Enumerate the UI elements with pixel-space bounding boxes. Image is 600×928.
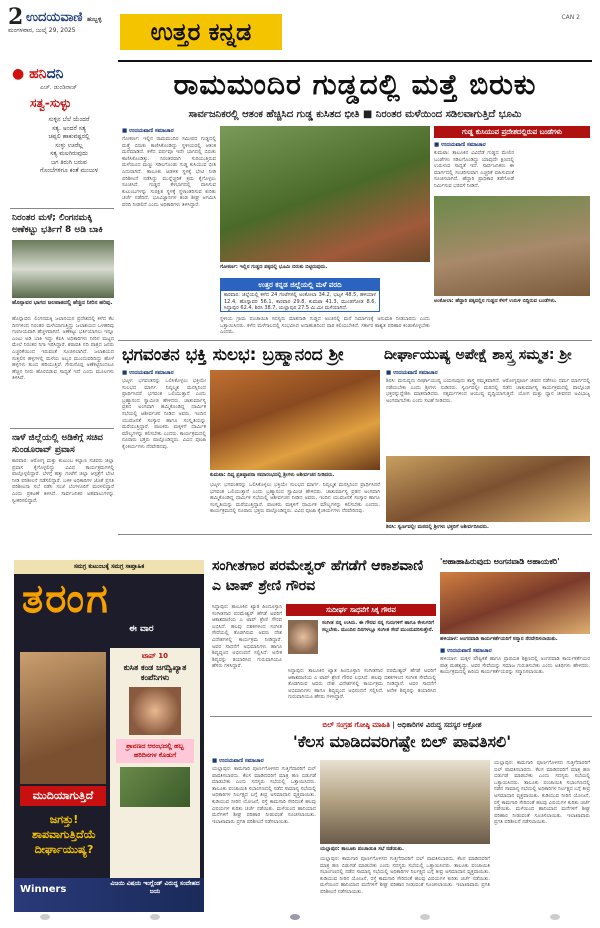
page-number: 2: [8, 4, 24, 30]
story6-body-right: ಯಲ್ಲಾಪುರ: ಕಾಮಗಾರಿ ಪೂರ್ಣಗೊಳಿಸದ ಗುತ್ತಿಗೆದಾರರಿಗೆ ಬಿಲ್ ಪಾವತಿಸಬಾರದು. ಕೆಲಸ ಮಾಡಿದವರಿಗೆ ಮಾತ್ರ ಹಣ ಬಿಡುಗಡೆ ಮಾಡಬೇಕು ಎಂದು ಸದಸ್ಯರು ಸಭೆಯಲ್ಲಿ ಒತ್ತಾಯಿಸಿದರು. ತಾಲೂಕು ಪಂಚಾಯಿತಿ ಸಭಾಂಗಣದಲ್ಲಿ ನಡೆದ ಸಾಮಾನ್ಯ ಸಭೆಯಲ್ಲಿ ಅಧಿಕಾರಿಗಳ ನಿರ್ಲಕ್ಷ್ಯದ ಬಗ್ಗೆ ತೀವ್ರ ಅಸಮಾಧಾನ ವ್ಯಕ್ತವಾಯಿತು. ಕುಡಿಯುವ ನೀರಿನ ಯೋಜನೆ, ರಸ್ತೆ ಕಾಮಗಾರಿ ಸೇರಿದಂತೆ ಹಲವು ವಿಷಯಗಳ ಕುರಿತು ಚರ್ಚೆ ನಡೆಯಿತು. ಮಳೆಯಿಂದ ಹಾನಿಯಾದ ಮನೆಗಳಿಗೆ ಶೀಘ್ರ ಪರಿಹಾರ ನೀಡುವಂತೆ ಸೂಚಿಸಲಾಯಿತು. ಇಲಾಖಾವಾರು ಪ್ರಗತಿ ಪರಿಶೀಲನೆ ನಡೆಸಲಾಯಿತು.: [494, 760, 590, 826]
landslide-photo: [220, 126, 430, 262]
left-story-body: ಹೊನ್ನಾವರ: ಲಿಂಗನಮಕ್ಕಿ ಜಲಾನಯನ ಪ್ರದೇಶದಲ್ಲಿ ಕಳೆದ ಕೆಲ ದಿನಗಳಿಂದ ನಿರಂತರ ಮಳೆಯಾಗುತ್ತಿದ್ದು ಜಲಾಶಯದ ಒಳಹರಿವು ಗಣನೀಯವಾಗಿ ಹೆಚ್ಚಳವಾಗಿದೆ. ಅಣೆಕಟ್ಟು ಭರ್ತಿಯಾಗಲು ಇನ್ನೂ ಎಂಟು ಅಡಿ ಬಾಕಿ ಇದ್ದು ಕೆಪಿಸಿ ಅಧಿಕಾರಿಗಳು ನೀರಿನ ಮಟ್ಟದ ಮೇಲೆ ನಿರಂತರ ನಿಗಾ ಇರಿಸಿದ್ದಾರೆ. ಶರಾವತಿ ನದಿ ಪಾತ್ರದ ಜನರು ಎಚ್ಚರಿಕೆಯಿಂದ ಇರುವಂತೆ ಸೂಚಿಸಲಾಗಿದೆ. ಜಲಾಶಯದ ಸುತ್ತಲಿನ ಹಳ್ಳಿಗಳಲ್ಲಿ ಮಳೆಯ ಅಬ್ಬರ ಮುಂದುವರಿದಿದ್ದು ಹೊಳೆ ಹಳ್ಳಗಳು ತುಂಬಿ ಹರಿಯುತ್ತಿವೆ. ಗೇರುಸೊಪ್ಪ ಅಣೆಕಟ್ಟಿನಿಂದಲೂ ಹೆಚ್ಚಿನ ನೀರು ಹೊರಬಿಡುವ ಸಾಧ್ಯತೆ ಇದೆ ಎಂದು ಮೂಲಗಳು ತಿಳಿಸಿವೆ.: [12, 316, 114, 382]
cricket-caption: ವಿಜಯಿ ವಿಷಯ ಇಂಗ್ಲೆಂಡ್ ವಿರುದ್ಧ ಸಂದೇಹದ ಜಯ: [110, 880, 200, 895]
story6-byline: ■ ಉದಯವಾಣಿ ಸಮಾಚಾರ: [212, 758, 264, 764]
left-story2-body: ಕಾರವಾರ: ಆರೋಗ್ಯ ಮತ್ತು ಕುಟುಂಬ ಕಲ್ಯಾಣ ಸಚಿವರು ಜಿಲ್ಲಾ ಪ್ರವಾಸ ಕೈಗೊಳ್ಳಲಿದ್ದು ವಿವಿಧ ಕಾರ್ಯಕ್ರಮಗಳಲ್ಲಿ ಪಾಲ್ಗೊಳ್ಳಲಿದ್ದಾರೆ. ಬೆಳಗ್ಗೆ ಹತ್ತು ಗಂಟೆಗೆ ಜಿಲ್ಲಾ ಆಸ್ಪತ್ರೆಗೆ ಭೇಟಿ ನೀಡಿ ಪರಿಶೀಲನೆ ನಡೆಸಲಿದ್ದಾರೆ. ಬಳಿಕ ಅಧಿಕಾರಿಗಳ ಜೊತೆ ಪ್ರಗತಿ ಪರಿಶೀಲನಾ ಸಭೆ ನಡೆಸಿ ಸಂಜೆ ಬೆಂಗಳೂರಿಗೆ ಮರಳಲಿದ್ದಾರೆ ಎಂದು ಪ್ರಕಟಣೆ ತಿಳಿಸಿದೆ. ಸಾರ್ವಜನಿಕರ ಅಹವಾಲುಗಳನ್ನು ಸ್ವೀಕರಿಸಲಿದ್ದಾರೆ.: [12, 458, 114, 504]
story6-body: ಯಲ್ಲಾಪುರ: ಕಾಮಗಾರಿ ಪೂರ್ಣಗೊಳಿಸದ ಗುತ್ತಿಗೆದಾರರಿಗೆ ಬಿಲ್ ಪಾವತಿಸಬಾರದು. ಕೆಲಸ ಮಾಡಿದವರಿಗೆ ಮಾತ್ರ ಹಣ ಬಿಡುಗಡೆ ಮಾಡಬೇಕು ಎಂದು ಸದಸ್ಯರು ಸಭೆಯಲ್ಲಿ ಒತ್ತಾಯಿಸಿದರು. ತಾಲೂಕು ಪಂಚಾಯಿತಿ ಸಭಾಂಗಣದಲ್ಲಿ ನಡೆದ ಸಾಮಾನ್ಯ ಸಭೆಯಲ್ಲಿ ಅಧಿಕಾರಿಗಳ ನಿರ್ಲಕ್ಷ್ಯದ ಬಗ್ಗೆ ತೀವ್ರ ಅಸಮಾಧಾನ ವ್ಯಕ್ತವಾಯಿತು. ಕುಡಿಯುವ ನೀರಿನ ಯೋಜನೆ, ರಸ್ತೆ ಕಾಮಗಾರಿ ಸೇರಿದಂತೆ ಹಲವು ವಿಷಯಗಳ ಕುರಿತು ಚರ್ಚೆ ನಡೆಯಿತು. ಮಳೆಯಿಂದ ಹಾನಿಯಾದ ಮನೆಗಳಿಗೆ ಶೀಘ್ರ ಪರಿಹಾರ ನೀಡುವಂತೆ ಸೂಚಿಸಲಾಯಿತು. ಇಲಾಖಾವಾರು ಪ್ರಗತಿ ಪರಿಶೀಲನೆ ನಡೆಸಲಾಯಿತು.: [212, 766, 316, 825]
rain-report-text: ಕಾರವಾರ: ಜಿಲ್ಲೆಯಲ್ಲಿ ಕಳೆದ 24 ಗಂಟೆಗಳಲ್ಲಿ ಅಂಕೋಲಾ 34.2, ಭಟ್ಕಳ 48.5, ಹಳಿಯಾಳ 12.4, ಹೊನ್ನಾವರ 56.1, ಕಾರವಾರ 29.8, ಕುಮಟಾ 41.3, ಮುಂಡಗೋಡ 8.6, ಸಿದ್ದಾಪುರ 62.4, ಶಿರಸಿ 38.7, ಯಲ್ಲಾಪುರ 27.5 ಮಿ.ಮೀ ಮಳೆಯಾಗಿದೆ.: [224, 292, 376, 311]
registration-mark: [40, 914, 50, 920]
rocks-caption: ಅಂಕೋಲಾ: ಹೆದ್ದಾರಿ ಪಕ್ಕದಲ್ಲಿನ ಗುಡ್ಡದ ಕೆಳಗೆ ಉರುಳಿ ಬಿದ್ದಿರುವ ಬಂಡೆಗಳು.: [434, 298, 557, 304]
lead-photo-caption: ಗೋಕರ್ಣ: ಇಲ್ಲಿನ ಗುಡ್ಡದ ಪಕ್ಕದಲ್ಲಿ ಭೂಮಿ ಬಿರುಕು ಬಿಟ್ಟಿರುವುದು.: [220, 264, 328, 270]
cover-lines: ಜಗತ್ತು! ಶಾಪವಾಗುತ್ತಿದೆಯೆ ದೀರ್ಘಾಯುಷ್ಯ?: [32, 813, 96, 856]
taranga-tagline: ಸಮಗ್ರ ಕುಟುಂಬಕ್ಕೆ ಸಮಗ್ರ ಸಾಪ್ತಾಹಿಕ: [14, 560, 204, 574]
lead-headline[interactable]: ರಾಮಮಂದಿರ ಗುಡ್ಡದಲ್ಲಿ ಮತ್ತೆ ಬಿರುಕು: [173, 68, 537, 101]
divider: [118, 340, 592, 341]
paper-name[interactable]: ಉದಯವಾಣಿ ಹುಬ್ಬಳ್ಳಿ: [26, 10, 102, 25]
registration-mark: [150, 914, 160, 920]
story4-body: ಸಿದ್ದಾಪುರ: ತಾಲೂಕಿನ ಖ್ಯಾತ ಹಿಂದೂಸ್ತಾನಿ ಸಂಗೀತಗಾರ ಪರಮೇಶ್ವರ್ ಹೆಗಡೆ ಅವರಿಗೆ ಆಕಾಶವಾಣಿಯ ಎ ಟಾಪ್ ಶ್ರೇಣಿ ಗೌರವ ಲಭಿಸಿದೆ. ಹಲವು ದಶಕಗಳಿಂದ ಸಂಗೀತ ಸೇವೆಯಲ್ಲಿ ತೊಡಗಿರುವ ಅವರು ದೇಶ ವಿದೇಶಗಳಲ್ಲಿ ಕಾರ್ಯಕ್ರಮ ನೀಡಿದ್ದಾರೆ. ಅವರ ಸಾಧನೆಗೆ ಅಭಿಮಾನಿಗಳು ಹಾಗೂ ಶಿಷ್ಯವೃಂದ ಅಭಿನಂದನೆ ಸಲ್ಲಿಸಿದೆ. ಅನೇಕ ಶಿಷ್ಯರನ್ನು ತಯಾರಿಸಿದ ಗುರುವಾಗಿಯೂ ಹೆಸರು ಗಳಿಸಿದ್ದಾರೆ.: [212, 604, 282, 670]
masthead: [8, 6, 118, 35]
rocks-byline: ■ ಉದಯವಾಣಿ ಸಮಾಚಾರ: [434, 142, 486, 148]
left-story-headline[interactable]: ನಿರಂತರ ಮಳೆ; ಲಿಂಗನಮಕ್ಕಿ ಅಣೆಕಟ್ಟು ಭರ್ತಿಗೆ 8 ಅಡಿ ಬಾಕಿ: [12, 213, 103, 235]
story5-body: ಹಳಿಯಾಳ: ಮಕ್ಕಳ ಪೌಷ್ಟಿಕತೆ ಹಾಗೂ ಪ್ರಾಥಮಿಕ ಶಿಕ್ಷಣದಲ್ಲಿ ಅಂಗನವಾಡಿ ಕಾರ್ಯಕರ್ತೆಯರ ಪಾತ್ರ ಮಹತ್ವದ್ದು. ಅವರ ಸೇವೆಯನ್ನು ಸಮಾಜ ಗುರುತಿಸಬೇಕು ಎಂದು ಅತಿಥಿಗಳು ಹೇಳಿದರು. ಕಾರ್ಯಕ್ರಮದಲ್ಲಿ ಹಿರಿಯ ಕಾರ್ಯಕರ್ತೆಯರನ್ನು ಸನ್ಮಾನಿಸಲಾಯಿತು.: [440, 656, 590, 676]
story2-body-cont: ಭಟ್ಕಳ: ಭಗವಂತನನ್ನು ಒಲಿಸಿಕೊಳ್ಳಲು ಭಕ್ತಿಯೇ ಸುಲಭದ ಮಾರ್ಗ. ನಿಷ್ಕಲ್ಮಶ ಮನಸ್ಸಿನಿಂದ ಪ್ರಾರ್ಥಿಸಿದರೆ ಭಗವಂತ ಒಲಿಯುತ್ತಾನೆ ಎಂದು ಬ್ರಹ್ಮಾನಂದ ಸ್ವಾಮೀಜಿ ಹೇಳಿದರು. ಚಾತುರ್ಮಾಸ್ಯ ವ್ರತದ ಅಂಗವಾಗಿ ಹಮ್ಮಿಕೊಂಡಿದ್ದ ಧಾರ್ಮಿಕ ಸಭೆಯಲ್ಲಿ ಆಶೀರ್ವಚನ ನೀಡಿದ ಅವರು, ಇಂದಿನ ಯುವಜನತೆ ಸಂಸ್ಕಾರ ಹಾಗೂ ಸಂಸ್ಕೃತಿಯನ್ನು ಮರೆಯುತ್ತಿದ್ದಾರೆ. ಪಾಲಕರು ಮಕ್ಕಳಿಗೆ ಧಾರ್ಮಿಕ ಮೌಲ್ಯಗಳನ್ನು ಕಲಿಸಬೇಕು ಎಂದರು. ಕಾರ್ಯಕ್ರಮದಲ್ಲಿ ನೂರಾರು ಭಕ್ತರು ಪಾಲ್ಗೊಂಡಿದ್ದರು. ವಿವಿಧ ಪೂಜಾ ಕೈಂಕರ್ಯಗಳು ನೆರವೇರಿದವು.: [210, 482, 380, 515]
taranga-right-panel: [110, 648, 200, 878]
story3-photo: [386, 456, 590, 522]
story2-caption: ಕುಮಟಾ: ದಿವ್ಯ ಪ್ರತಿಷ್ಠಾಪನಾ ಸಮಾರಂಭದಲ್ಲಿ ಶ್ರೀಗಳು ಆಶೀರ್ವಚನ ನೀಡಿದರು.: [210, 472, 335, 478]
divider: [118, 60, 592, 62]
column-author: ಎಚ್. ಡುಂಡಿರಾಜ್: [40, 84, 78, 91]
divider: [210, 716, 592, 717]
registration-mark: [550, 914, 560, 920]
column-logo: ● ಹನಿದನಿ: [12, 66, 64, 82]
taranga-week: ಈ ವಾರ: [129, 624, 154, 634]
story3-body: ಶಿರಸಿ: ಮನುಷ್ಯನು ದೀರ್ಘಾಯುಷ್ಯ ಬಯಸುವುದು ಶಾಸ್ತ್ರ ಸಮ್ಮತವಾಗಿದೆ. ಆರೋಗ್ಯಪೂರ್ಣ ಜೀವನ ನಡೆಸಲು ಧರ್ಮ ಮಾರ್ಗದಲ್ಲಿ ನಡೆಯಬೇಕು ಎಂದು ಶ್ರೀಗಳು ನುಡಿದರು. ಸ್ವರ್ಣವಲ್ಲೀ ಮಠದಲ್ಲಿ ನಡೆದ ಚಾತುರ್ಮಾಸ್ಯ ಕಾರ್ಯಕ್ರಮದಲ್ಲಿ ಪಾಲ್ಗೊಂಡ ಭಕ್ತರನ್ನುದ್ದೇಶಿಸಿ ಮಾತನಾಡಿದರು. ಸತ್ಕರ್ಮಗಳಿಂದ ಆಯುಷ್ಯ ವೃದ್ಧಿಯಾಗುತ್ತದೆ. ಯೋಗ ಮತ್ತು ಧ್ಯಾನ ಜೀವನದ ಅವಿಭಾಜ್ಯ ಅಂಗವಾಗಬೇಕು ಎಂದು ಸಲಹೆ ನೀಡಿದರು.: [386, 378, 590, 404]
story6-headline[interactable]: 'ಕೆಲಸ ಮಾಡಿದವರಿಗಷ್ಟೇ ಬಿಲ್ ಪಾವತಿಸಲಿ': [292, 732, 512, 751]
story3-caption: ಶಿರಸಿ: ಸ್ವರ್ಣವಲ್ಲೀ ಮಠದಲ್ಲಿ ಶ್ರೀಗಳು ಭಕ್ತರಿಗೆ ಆಶೀರ್ವದಿಸಿದರು.: [386, 524, 489, 530]
registration-mark: [420, 914, 430, 920]
story2-headline[interactable]: ಭಗವಂತನ ಭಕ್ತಿ ಸುಲಭ: ಬ್ರಹ್ಮಾನಂದ ಶ್ರೀ: [122, 345, 344, 365]
story6-caption: ಯಲ್ಲಾಪುರ: ತಾಲೂಕು ಪಂಚಾಯಿತಿ ಸಭೆ ನಡೆಯಿತು.: [320, 846, 404, 852]
lead-body: ಗೋಕರ್ಣ: ಇಲ್ಲಿನ ರಾಮಮಂದಿರ ಸಮೀಪದ ಗುಡ್ಡದಲ್ಲಿ ಮತ್ತೆ ಬಿರುಕು ಕಾಣಿಸಿಕೊಂಡಿದ್ದು ಸ್ಥಳೀಯರಲ್ಲಿ ಆತಂಕ ಮನೆಮಾಡಿದೆ. ಕಳೆದ ವರ್ಷವೂ ಇದೇ ಭಾಗದಲ್ಲಿ ಬಿರುಕು ಕಾಣಿಸಿಕೊಂಡಿತ್ತು. ನಿರಂತರವಾಗಿ ಸುರಿಯುತ್ತಿರುವ ಮಳೆಯಿಂದ ಮಣ್ಣು ಸಡಿಲಗೊಂಡು ಗುಡ್ಡ ಕುಸಿಯುವ ಭೀತಿ ಎದುರಾಗಿದೆ. ತಾಲೂಕು ಆಡಳಿತ ಸ್ಥಳಕ್ಕೆ ಭೇಟಿ ನೀಡಿ ಪರಿಶೀಲನೆ ನಡೆಸಿದ್ದು ಮುನ್ನೆಚ್ಚರಿಕೆ ಕ್ರಮ ಕೈಗೊಳ್ಳಲು ಸೂಚಿಸಿದೆ. ಗುಡ್ಡದ ಕೆಳಭಾಗದಲ್ಲಿ ವಾಸಿಸುವ ಕುಟುಂಬಗಳನ್ನು ಸುರಕ್ಷಿತ ಸ್ಥಳಕ್ಕೆ ಸ್ಥಳಾಂತರಿಸುವ ಕುರಿತು ಚರ್ಚೆ ನಡೆದಿದೆ. ಭೂವಿಜ್ಞಾನಿಗಳ ತಂಡ ಶೀಘ್ರ ಆಗಮಿಸಿ ವರದಿ ನೀಡಲಿದೆ ಎಂದು ಅಧಿಕಾರಿಗಳು ತಿಳಿಸಿದ್ದಾರೆ.: [122, 136, 216, 208]
lead-byline: ■ ಉದಯವಾಣಿ ಸಮಾಚಾರ: [122, 128, 174, 134]
festival-photo: [120, 767, 190, 807]
waterfall-photo: [12, 240, 114, 298]
rain-report-title: ಉತ್ತರ ಕನ್ನಡ ಜಿಲ್ಲೆಯಲ್ಲಿ ಮಳೆ ವರದಿ: [221, 279, 379, 291]
story4-bar: ಸುದೀರ್ಘ ಸಾಧನೆಗೆ ಸಿಕ್ಕ ಗೌರವ: [286, 604, 436, 616]
story5-headline[interactable]: 'ಅಹಾಹಾಹಿರುವುದು ಅಂಗನವಾಡಿ ಅಹಾಯಕರಿ': [440, 557, 560, 566]
story2-photo: [210, 370, 380, 470]
story3-headline[interactable]: ದೀರ್ಘಾಯುಷ್ಯ ಅಪೇಕ್ಷೆ ಶಾಸ್ತ್ರ ಸಮ್ಮತ: ಶ್ರೀ: [384, 347, 572, 363]
woman-photo: [129, 687, 181, 735]
registration-mark: [290, 914, 300, 920]
companies-title: ಕುಸಿತ ಕಂಡ ಜಗದ್ವಿಖ್ಯಾತ ಕಂಪೆನಿಗಳು: [123, 663, 187, 682]
story6-kicker: ಬಿಲ್ ಸಂಗ್ರಹ ಗೋಷ್ಠಿ ಮಾಹಿತಿ | ಅಧಿಕಾರಿಗಳ ವಿರುದ್ಧ ಸದಸ್ಯರ ಆಕ್ರೋಶ: [322, 721, 482, 729]
story5-byline: ■ ಉದಯವಾಣಿ ಸಮಾಚಾರ: [440, 648, 492, 654]
top-ten-label: ಟಾಪ್ 10: [142, 652, 168, 660]
musician-photo: [288, 620, 318, 654]
story4-quote: ಸಂಗೀತ ನನ್ನ ಉಸಿರು. ಈ ಗೌರವ ನನ್ನ ಗುರುಗಳಿಗೆ ಹಾಗೂ ಕೇಳುಗರಿಗೆ ಸಲ್ಲಬೇಕು. ಮುಂದಿನ ದಿನಗಳಲ್ಲೂ ಸಂಗೀತ ಸೇವೆ ಮುಂದುವರಿಸುತ್ತೇನೆ.: [322, 620, 434, 633]
rain-report-box: [220, 278, 380, 312]
rocks-body: ಕುಮಟಾ: ತಾಲೂಕಿನ ವಿವಿಧೆಡೆ ಗುಡ್ಡದ ಮೇಲಿನ ಬಂಡೆಗಳು ಸಡಿಲಗೊಂಡಿದ್ದು ಯಾವುದೇ ಕ್ಷಣದಲ್ಲಿ ಉರುಳುವ ಸಾಧ್ಯತೆ ಇದೆ. ಸಾರ್ವಜನಿಕರು ಈ ಮಾರ್ಗದಲ್ಲಿ ಸಂಚರಿಸುವಾಗ ಎಚ್ಚರಿಕೆ ವಹಿಸುವಂತೆ ಸೂಚಿಸಲಾಗಿದೆ. ಹೆದ್ದಾರಿ ಪ್ರಾಧಿಕಾರ ತಡೆಗೋಡೆ ನಿರ್ಮಿಸುವ ಭರವಸೆ ನೀಡಿದೆ.: [434, 150, 514, 189]
cover-line-red: ಮುದಿಯಾಗುತ್ತಿದೆ: [20, 786, 106, 806]
elderly-photo: [20, 652, 106, 784]
taranga-magazine-ad[interactable]: [14, 560, 204, 912]
story6-body-cont: ಯಲ್ಲಾಪುರ: ಕಾಮಗಾರಿ ಪೂರ್ಣಗೊಳಿಸದ ಗುತ್ತಿಗೆದಾರರಿಗೆ ಬಿಲ್ ಪಾವತಿಸಬಾರದು. ಕೆಲಸ ಮಾಡಿದವರಿಗೆ ಮಾತ್ರ ಹಣ ಬಿಡುಗಡೆ ಮಾಡಬೇಕು ಎಂದು ಸದಸ್ಯರು ಸಭೆಯಲ್ಲಿ ಒತ್ತಾಯಿಸಿದರು. ತಾಲೂಕು ಪಂಚಾಯಿತಿ ಸಭಾಂಗಣದಲ್ಲಿ ನಡೆದ ಸಾಮಾನ್ಯ ಸಭೆಯಲ್ಲಿ ಅಧಿಕಾರಿಗಳ ನಿರ್ಲಕ್ಷ್ಯದ ಬಗ್ಗೆ ತೀವ್ರ ಅಸಮಾಧಾನ ವ್ಯಕ್ತವಾಯಿತು. ಕುಡಿಯುವ ನೀರಿನ ಯೋಜನೆ, ರಸ್ತೆ ಕಾಮಗಾರಿ ಸೇರಿದಂತೆ ಹಲವು ವಿಷಯಗಳ ಕುರಿತು ಚರ್ಚೆ ನಡೆಯಿತು. ಮಳೆಯಿಂದ ಹಾನಿಯಾದ ಮನೆಗಳಿಗೆ ಶೀಘ್ರ ಪರಿಹಾರ ನೀಡುವಂತೆ ಸೂಚಿಸಲಾಯಿತು. ಇಲಾಖಾವಾರು ಪ್ರಗತಿ ಪರಿಶೀಲನೆ ನಡೆಸಲಾಯಿತು.: [320, 856, 490, 895]
story3-byline: ■ ಉದಯವಾಣಿ ಸಮಾಚಾರ: [386, 370, 438, 376]
rocks-photo: [434, 196, 590, 296]
photo-caption: ಹೊನ್ನಾವರ ಭಾಗದ ಜಲಪಾತದಲ್ಲಿ ಹೆಚ್ಚಿದ ನೀರಿನ ಹರಿವು.: [12, 300, 113, 306]
meeting-photo: [320, 760, 490, 844]
story5-caption: ಹಳಿಯಾಳ: ಅಂಗನವಾಡಿ ಕಾರ್ಯಕರ್ತೆಯರಿಗೆ ಸನ್ಮಾನ ನೆರವೇರಿಸಲಾಯಿತು.: [440, 636, 558, 642]
section-title: ಉತ್ತರ ಕನ್ನಡ: [120, 14, 282, 50]
page-code: CAN 2: [561, 14, 580, 21]
divider: [10, 428, 114, 429]
story4-headline[interactable]: ಸಂಗೀತಗಾರ ಪರಮೇಶ್ವರ್ ಹೆಗಡೆಗೆ ಆಕಾಶವಾಣಿ ಎ ಟಾಪ್ ಶ್ರೇಣಿ ಗೌರವ: [212, 558, 424, 594]
lead-lower-text: ಸ್ಥಳೀಯ ಗ್ರಾಮ ಪಂಚಾಯಿತಿ ಸದಸ್ಯರು ಮಾತನಾಡಿ ಗುಡ್ಡದ ಅಂಚಿನಲ್ಲಿ ಮನೆ ನಿರ್ಮಾಣಕ್ಕೆ ಅನುಮತಿ ನೀಡಬಾರದು ಎಂದು ಒತ್ತಾಯಿಸಿದರು. ಕಳೆದ ಮಳೆಗಾಲದಲ್ಲಿ ಸಂಭವಿಸಿದ ಅನಾಹುತದಿಂದ ಪಾಠ ಕಲಿಯಬೇಕಿದೆ. ಸರ್ಕಾರ ಶಾಶ್ವತ ಪರಿಹಾರ ಕಂಡುಕೊಳ್ಳಬೇಕು ಎಂದರು.: [220, 316, 430, 336]
story4-body-cont: ಸಿದ್ದಾಪುರ: ತಾಲೂಕಿನ ಖ್ಯಾತ ಹಿಂದೂಸ್ತಾನಿ ಸಂಗೀತಗಾರ ಪರಮೇಶ್ವರ್ ಹೆಗಡೆ ಅವರಿಗೆ ಆಕಾಶವಾಣಿಯ ಎ ಟಾಪ್ ಶ್ರೇಣಿ ಗೌರವ ಲಭಿಸಿದೆ. ಹಲವು ದಶಕಗಳಿಂದ ಸಂಗೀತ ಸೇವೆಯಲ್ಲಿ ತೊಡಗಿರುವ ಅವರು ದೇಶ ವಿದೇಶಗಳಲ್ಲಿ ಕಾರ್ಯಕ್ರಮ ನೀಡಿದ್ದಾರೆ. ಅವರ ಸಾಧನೆಗೆ ಅಭಿಮಾನಿಗಳು ಹಾಗೂ ಶಿಷ್ಯವೃಂದ ಅಭಿನಂದನೆ ಸಲ್ಲಿಸಿದೆ. ಅನೇಕ ಶಿಷ್ಯರನ್ನು ತಯಾರಿಸಿದ ಗುರುವಾಗಿಯೂ ಹೆಸರು ಗಳಿಸಿದ್ದಾರೆ.: [288, 668, 436, 701]
poem-title: ಸತ್ವ-ಸುಳ್ಳು: [30, 96, 72, 110]
date-line: ಮಂಗಳವಾರ, ಜುಲೈ 29, 2025: [8, 27, 76, 34]
left-story2-headline[interactable]: ನಾಳೆ ಜಿಲ್ಲೆಯಲ್ಲಿ ಅಡಿಕೆಗ್ಗೆ ಸಚಿವ ಸುಂಡೂರಾವ್ ಪ್ರವಾಸ: [12, 433, 103, 455]
lead-deck: ಸಾರ್ವಜನಿಕರಲ್ಲಿ ಆತಂಕ ಹೆಚ್ಚಿಸಿದ ಗುಡ್ಡ ಕುಸಿತದ ಭೀತಿ ■ ನಿರಂತರ ಮಳೆಯಿಂದ ಸಡಿಲವಾಗುತ್ತಿದೆ ಭೂಮಿ: [188, 109, 522, 120]
story2-body: ಭಟ್ಕಳ: ಭಗವಂತನನ್ನು ಒಲಿಸಿಕೊಳ್ಳಲು ಭಕ್ತಿಯೇ ಸುಲಭದ ಮಾರ್ಗ. ನಿಷ್ಕಲ್ಮಶ ಮನಸ್ಸಿನಿಂದ ಪ್ರಾರ್ಥಿಸಿದರೆ ಭಗವಂತ ಒಲಿಯುತ್ತಾನೆ ಎಂದು ಬ್ರಹ್ಮಾನಂದ ಸ್ವಾಮೀಜಿ ಹೇಳಿದರು. ಚಾತುರ್ಮಾಸ್ಯ ವ್ರತದ ಅಂಗವಾಗಿ ಹಮ್ಮಿಕೊಂಡಿದ್ದ ಧಾರ್ಮಿಕ ಸಭೆಯಲ್ಲಿ ಆಶೀರ್ವಚನ ನೀಡಿದ ಅವರು, ಇಂದಿನ ಯುವಜನತೆ ಸಂಸ್ಕಾರ ಹಾಗೂ ಸಂಸ್ಕೃತಿಯನ್ನು ಮರೆಯುತ್ತಿದ್ದಾರೆ. ಪಾಲಕರು ಮಕ್ಕಳಿಗೆ ಧಾರ್ಮಿಕ ಮೌಲ್ಯಗಳನ್ನು ಕಲಿಸಬೇಕು ಎಂದರು. ಕಾರ್ಯಕ್ರಮದಲ್ಲಿ ನೂರಾರು ಭಕ್ತರು ಪಾಲ್ಗೊಂಡಿದ್ದರು. ವಿವಿಧ ಪೂಜಾ ಕೈಂಕರ್ಯಗಳು ನೆರವೇರಿದವು.: [122, 378, 206, 450]
story2-byline: ■ ಉದಯವಾಣಿ ಸಮಾಚಾರ: [122, 370, 174, 376]
divider: [118, 534, 592, 535]
winners-label: Winners: [20, 884, 67, 895]
taranga-logo: ತರಂಗ: [22, 576, 110, 622]
shravana-box: ಶ್ರಾವಣದ ಆರಂಭದಲ್ಲಿ ಹಬ್ಬ ಹರಿದಿನಗಳ ಕೊಡುಗೆ: [116, 739, 194, 763]
divider: [10, 208, 114, 209]
rocks-bar: ಗುಡ್ಡ ಕುಸಿಯುವ ಪ್ರದೇಶದಲ್ಲಿರುವ ಬಂಡೆಗಳು: [434, 126, 590, 138]
story5-photo: [440, 572, 590, 634]
poem-body: ಸುಳ್ಳಿನ ಬೆಲೆ ಯೆಂದರೆ ಸತ್ಯ. ಅಂದರೆ ಸತ್ಯ ಚಪ್ಪಲಿ ಹಾಕುವಷ್ಟರಲ್ಲಿ ಸುಳ್ಳು ಊರೆಲ್ಲ ಸತ್ಯ ಮಲಗಿರುವುದು ಜಗ ತಿರುಗಿ ಬರುವ ಗೊಂಬೆಗಳಿಗೂ ಕಂತೆ ಮಂಜುಳ: [39, 116, 99, 174]
